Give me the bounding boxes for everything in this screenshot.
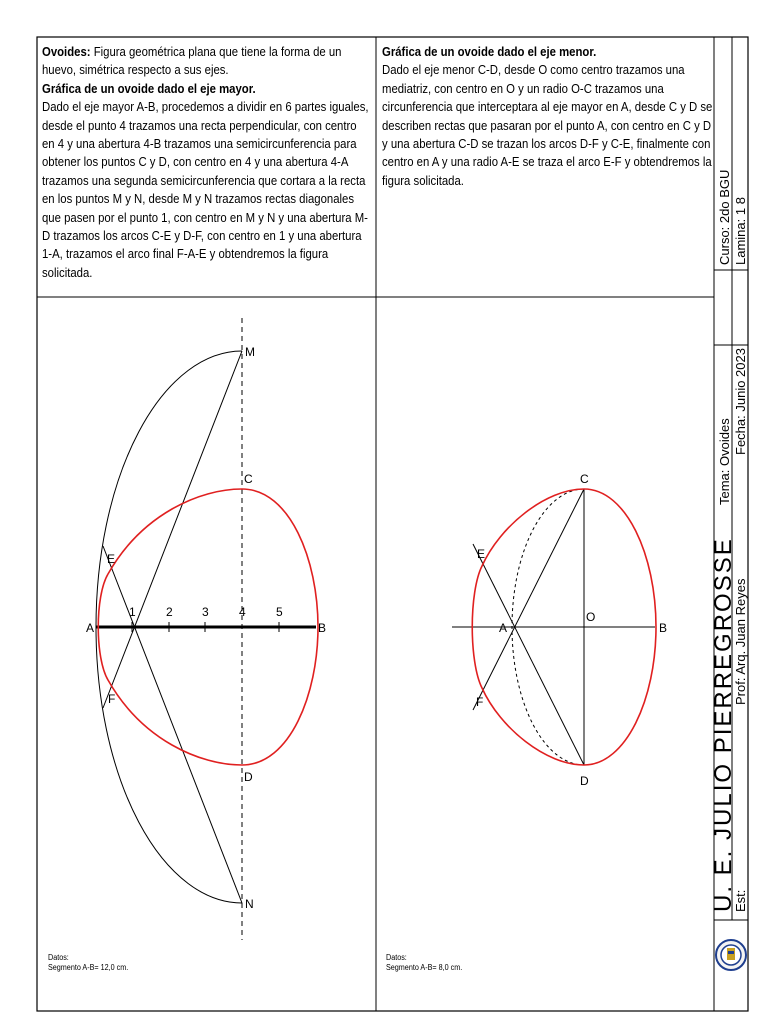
left-datos-label: Datos: xyxy=(48,953,69,962)
label-E-right: E xyxy=(477,547,486,561)
left-heading: Gráfica de un ovoide dado el eje mayor. xyxy=(42,80,256,96)
left-datos-value: Segmento A-B= 12,0 cm. xyxy=(48,963,129,972)
label-3: 3 xyxy=(202,605,209,619)
prof-label: Prof: Arq. Juan Reyes xyxy=(733,578,748,705)
label-4: 4 xyxy=(239,605,246,619)
label-C: C xyxy=(244,472,253,486)
right-procedure: Dado el eje menor C-D, desde O como centro trazamos una mediatriz, con centro en O y un radio O-C trazamos una circunferencia que interceptara al eje mayor en A, desde C y D se describen rectas que pasaran por el punto A, con centro en C y D y una abertura C-D se trazan los arcos D-F y C-E, finalmente con centro en A y una radio A-E se traza el arco E-F y obtendremos la figura solicitada. xyxy=(382,62,713,188)
label-F-right: F xyxy=(476,695,484,709)
left-procedure: Dado el eje mayor A-B, procedemos a dividir en 6 partes iguales, desde el punto 4 trazamos una recta perpendicular, con centro en 4 y una abertura 4-B trazamos una semicircunferencia para obtener los puntos C y D, con centro en 4 y una abertura 4-A trazamos una segunda semicircunferencia que cortara a la recta en los puntos M y N, desde M y N trazamos rectas diagonales que pasen por el punto 1, con centro en M y N y una abertura M-D trazamos los arcos C-E y D-F, con centro en 1 y una abertura 1-A, trazamos el arco final F-A-E y obtendremos la figura solicitada. xyxy=(42,99,369,280)
curso-label: Curso: 2do BGU xyxy=(717,169,732,265)
right-datos-label: Datos: xyxy=(386,953,407,962)
school-name: U. E. JULIO PIERREGROSSE xyxy=(710,537,737,912)
est-label: Est: xyxy=(733,889,748,912)
label-O-right: O xyxy=(586,610,596,624)
school-seal-icon xyxy=(716,940,746,970)
label-D: D xyxy=(244,770,253,784)
label-C-right: C xyxy=(580,472,589,486)
right-datos-value: Segmento A-B= 8,0 cm. xyxy=(386,963,463,972)
label-A: A xyxy=(86,621,95,635)
label-M: M xyxy=(245,345,255,359)
label-5: 5 xyxy=(276,605,283,619)
label-F: F xyxy=(108,692,116,706)
lamina-label: Lamina: 1 8 xyxy=(733,197,748,265)
ovoides-term: Ovoides: xyxy=(42,44,91,59)
label-1: 1 xyxy=(129,605,136,619)
tema-label: Tema: Ovoides xyxy=(717,418,732,505)
label-E: E xyxy=(107,552,116,566)
label-D-right: D xyxy=(580,774,589,788)
right-heading: Gráfica de un ovoide dado el eje menor. xyxy=(382,44,597,59)
label-A-right: A xyxy=(499,621,508,635)
ovoides-definition: Figura geométrica plana que tiene la forma de un huevo, simétrica respecto a sus ejes. xyxy=(42,44,342,78)
label-B: B xyxy=(318,621,327,635)
label-N: N xyxy=(245,897,254,911)
label-B-right: B xyxy=(659,621,668,635)
label-2: 2 xyxy=(166,605,173,619)
fecha-label: Fecha: Junio 2023 xyxy=(733,348,748,455)
